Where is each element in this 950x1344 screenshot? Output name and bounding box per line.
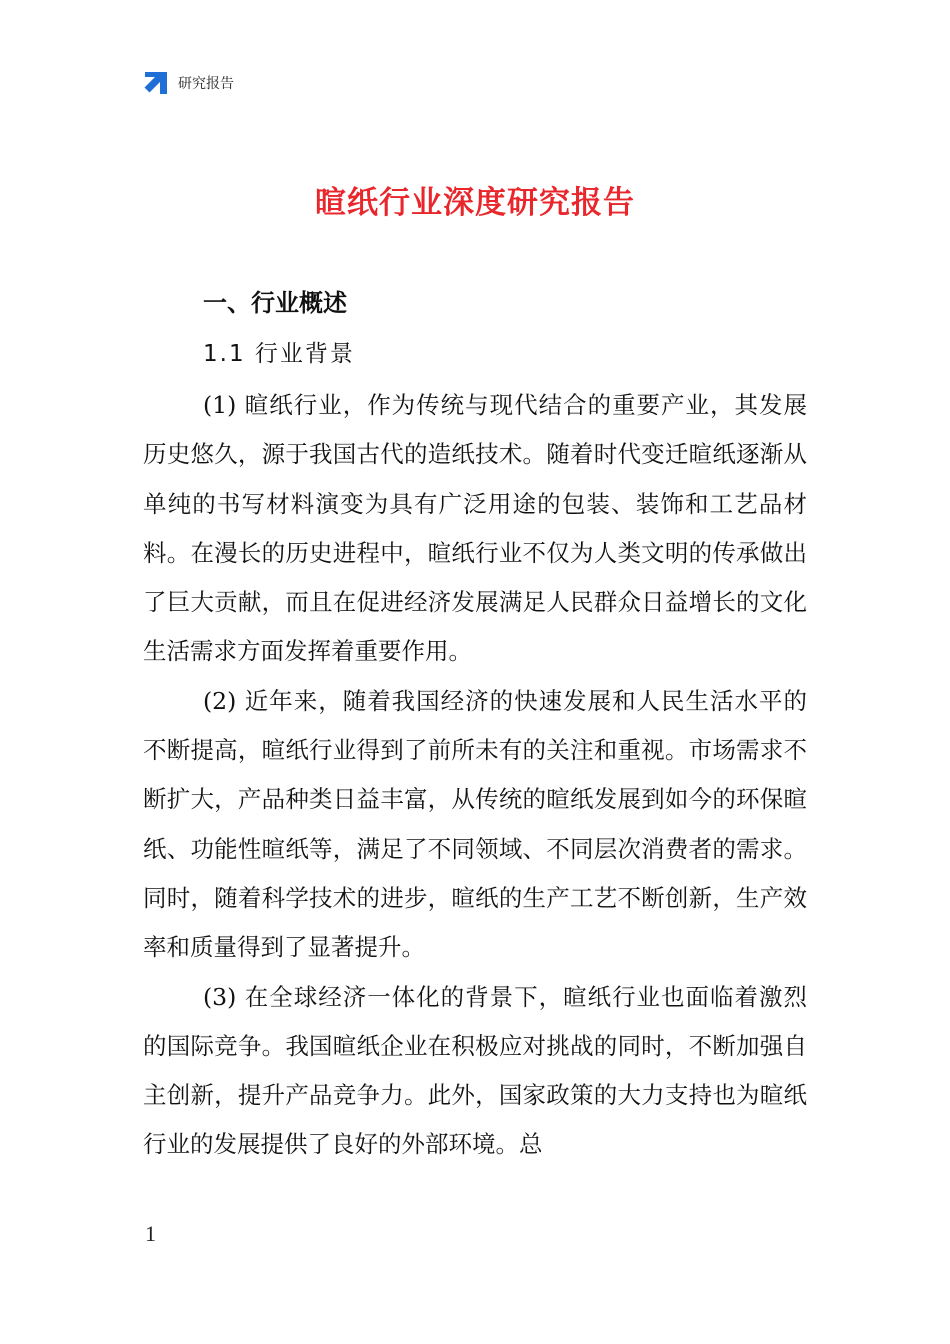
- page-number: 1: [145, 1221, 156, 1246]
- page-header: [143, 68, 234, 98]
- subsection-heading: 1.1 行业背景: [203, 341, 355, 367]
- diagonal-arrow-logo-icon: [143, 70, 169, 96]
- section-heading: 一、行业概述: [203, 289, 347, 317]
- body-text: [143, 381, 807, 1170]
- paragraph-2: (2) 近年来，随着我国经济的快速发展和人民生活水平的不断提高，暄纸行业得到了前所未有的关注和重视。市场需求不断扩大，产品种类日益丰富，从传统的暄纸发展到如今的环保暄纸、功能性暄纸等，满足了不同领域、不同层次消费者的需求。同时，随着科学技术的进步，暄纸的生产工艺不断创新，生产效率和质量得到了显著提升。: [143, 686, 807, 962]
- paragraph-3: (3) 在全球经济一体化的背景下，暄纸行业也面临着激烈的国际竞争。我国暄纸企业在积极应对挑战的同时，不断加强自主创新，提升产品竞争力。此外，国家政策的大力支持也为暄纸行业的发展提供了良好的外部环境。总: [143, 982, 807, 1159]
- header-label: 研究报告: [178, 76, 234, 92]
- paragraph-1: (1) 暄纸行业，作为传统与现代结合的重要产业，其发展历史悠久，源于我国古代的造纸技术。随着时代变迁暄纸逐渐从单纯的书写材料演变为具有广泛用途的包装、装饰和工艺品材料。在漫长的历史进程中，暄纸行业不仅为人类文明的传承做出了巨大贡献，而且在促进经济发展满足人民群众日益增长的文化生活需求方面发挥着重要作用。: [143, 391, 807, 666]
- document-title: 暄纸行业深度研究报告: [315, 185, 635, 221]
